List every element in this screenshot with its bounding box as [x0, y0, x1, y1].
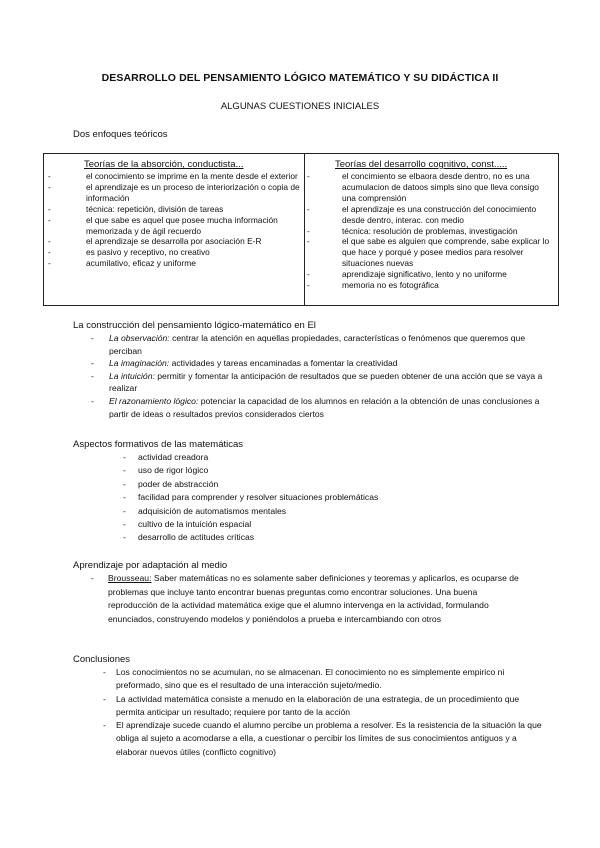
bullet-dash: -	[48, 258, 51, 269]
list-item: - el aprendizaje es un proceso de interiorización o copia de información	[48, 181, 300, 203]
list-item: - memoria no es fotográfica	[306, 280, 439, 291]
column-header-absorcion: Teorías de la absorción, conductista...	[84, 159, 244, 170]
bullet-dash: -	[103, 720, 106, 731]
term-intuicion: La intuición:	[109, 370, 155, 381]
list-item: - el que sabe es alguien que comprende, sabe explicar lo que hace y porqué y posee medios para resolver situaciones nuevas	[306, 236, 550, 269]
bullet-dash: -	[48, 203, 51, 214]
aspectos-section	[73, 439, 543, 545]
table-column-absorcion	[44, 154, 305, 305]
list-item: - el aprendizaje se desarrolla por asociación E-R	[48, 236, 262, 247]
list-item: - Los conocimientos no se acumulan, no se almacenan. El conocimiento no es simplemente empirico ni preformado, sino que es el resultado de una interacción sujeto/medio.	[103, 667, 505, 691]
bullet-dash: -	[91, 358, 94, 369]
list-item: - técnica: resolución de problemas, investigación	[306, 225, 518, 236]
document-title: DESARROLLO DEL PENSAMIENTO LÓGICO MATEMÁTICO Y SU DIDÁCTICA II	[101, 72, 499, 84]
list-item: - Brousseau: Saber matemáticas no es solamente saber definiciones y teoremas y aplicarlos, es ocuparse de problemas que incluye tanto encontrar buenas preguntas como encontrar soluciones. Una buena reproducción de la actividad matemática exige que el alumno intervenga en la actividad, formulando enunciados, construyendo modelos y poniéndolos a prueba e intercambiando con otros	[91, 573, 519, 624]
list-item: - poder de abstracción	[73, 478, 543, 491]
list-item: - es pasivo y receptivo, no creativo	[48, 247, 210, 258]
list-item: - uso de rigor lógico	[73, 464, 543, 477]
construccion-list	[73, 332, 543, 420]
document-subtitle: ALGUNAS CUESTIONES INICIALES	[220, 101, 380, 112]
bullet-dash: -	[123, 452, 126, 462]
bullet-dash: -	[48, 181, 51, 192]
bullet-dash: -	[123, 532, 126, 543]
bullet-dash: -	[306, 280, 310, 291]
list-item: - facilidad para comprender y resolver situaciones problemáticas	[73, 491, 543, 504]
bullet-dash: -	[48, 236, 51, 247]
comparison-table	[43, 153, 559, 306]
bullet-dash: -	[306, 171, 310, 181]
construccion-section	[73, 320, 543, 420]
conclusiones-section	[73, 654, 543, 759]
bullet-dash: -	[306, 269, 310, 280]
term-razonamiento: El razonamiento lógico:	[109, 395, 199, 406]
section-title-aprendizaje: Aprendizaje por adaptación al medio	[73, 560, 228, 571]
cognitivo-list	[305, 171, 558, 291]
list-item: - el concimiento se elbaora desde dentro, no es una acumulacion de datoos simpls sino que lleva consigo una comprensión	[306, 171, 539, 203]
bullet-dash: -	[48, 214, 51, 225]
bullet-dash: -	[103, 693, 106, 704]
bullet-dash: -	[306, 203, 310, 214]
term-observacion: La observación:	[109, 333, 170, 343]
bullet-dash: -	[123, 478, 126, 489]
bullet-dash: -	[48, 171, 51, 181]
bullet-dash: -	[91, 395, 94, 406]
bullet-dash: -	[306, 225, 310, 236]
list-item: - La actividad matemática consiste a menudo en la elaboración de una estrategia, de un procedimiento que permita anticipar un resultado; requiere por tanto de la acción	[103, 693, 520, 717]
bullet-dash: -	[91, 333, 94, 343]
bullet-dash: -	[123, 465, 126, 476]
list-item: - acumilativo, eficaz y uniforme	[48, 258, 196, 269]
section-title-construccion: La construcción del pensamiento lógico-matemático en El	[73, 320, 316, 331]
list-item: - El razonamiento lógico: potenciar la capacidad de los alumnos en relación a la obtención de unas conclusiones a partir de ideas o resultados previos considerados ciertos	[91, 395, 540, 419]
bullet-dash: -	[306, 236, 310, 247]
bullet-dash: -	[48, 247, 51, 258]
aspectos-list	[73, 451, 543, 545]
bullet-dash: -	[123, 519, 126, 530]
list-item: - desarrollo de actitudes críticas	[73, 531, 543, 544]
bullet-dash: -	[91, 573, 94, 583]
list-item: - La observación: centrar la atención en aquellas propiedades, características o fenómenos que queremos que perciban	[91, 333, 526, 356]
list-item: - técnica: repetición, división de tareas	[48, 203, 224, 214]
list-item: - La imaginación: actividades y tareas encaminadas a fomentar la creatividad	[91, 358, 398, 369]
bullet-dash: -	[103, 667, 106, 677]
absorcion-list	[44, 171, 304, 269]
term-imaginacion: La imaginación:	[109, 358, 170, 369]
column-header-cognitivo: Teorías del desarrollo cognitivo, const.....	[334, 159, 508, 170]
list-item: - actividad creadora	[73, 451, 543, 464]
bullet-dash: -	[123, 505, 126, 516]
list-item: - cultivo de la intuición espacial	[73, 518, 543, 531]
list-item: - La intuición: permitir y fomentar la anticipación de resultados que se pueden obtener de una acción que se vaya a realizar	[91, 370, 543, 394]
list-item: - aprendizaje significativo, lento y no uniforme	[306, 269, 507, 280]
list-item: - el que sabe es aquel que posee mucha información memorizada y de ágil recuerdo	[48, 214, 278, 236]
section-title-aspectos: Aspectos formativos de las matemáticas	[73, 439, 244, 450]
section-title-conclusiones: Conclusiones	[73, 654, 131, 665]
list-item: - el conocimiento se imprime en la mente desde el exterior	[48, 171, 298, 181]
conclusiones-list	[73, 666, 543, 759]
bullet-dash: -	[123, 492, 126, 503]
enfoques-label: Dos enfoques teóricos	[73, 129, 168, 140]
list-item: - El aprendizaje sucede cuando el alumno percibe un problema a resolver. Es la resistencia de la situación la que obliga al sujeto a acomodarse a ella, a cuestionar o percibir los límites de sus conocimientos antiguos y a elaborar nuevos útiles (conflicto cognitivo)	[103, 720, 542, 757]
list-item: - adquisición de automatismos mentales	[73, 505, 543, 518]
table-column-cognitivo	[305, 154, 558, 305]
list-item: - el aprendizaje es una construcción del conocimiento desde dentro, interac. con medio	[306, 203, 537, 225]
aprendizaje-section	[73, 560, 523, 626]
bullet-dash: -	[91, 370, 94, 381]
aprendizaje-list	[73, 572, 523, 626]
author-brousseau: Brousseau:	[108, 573, 152, 583]
